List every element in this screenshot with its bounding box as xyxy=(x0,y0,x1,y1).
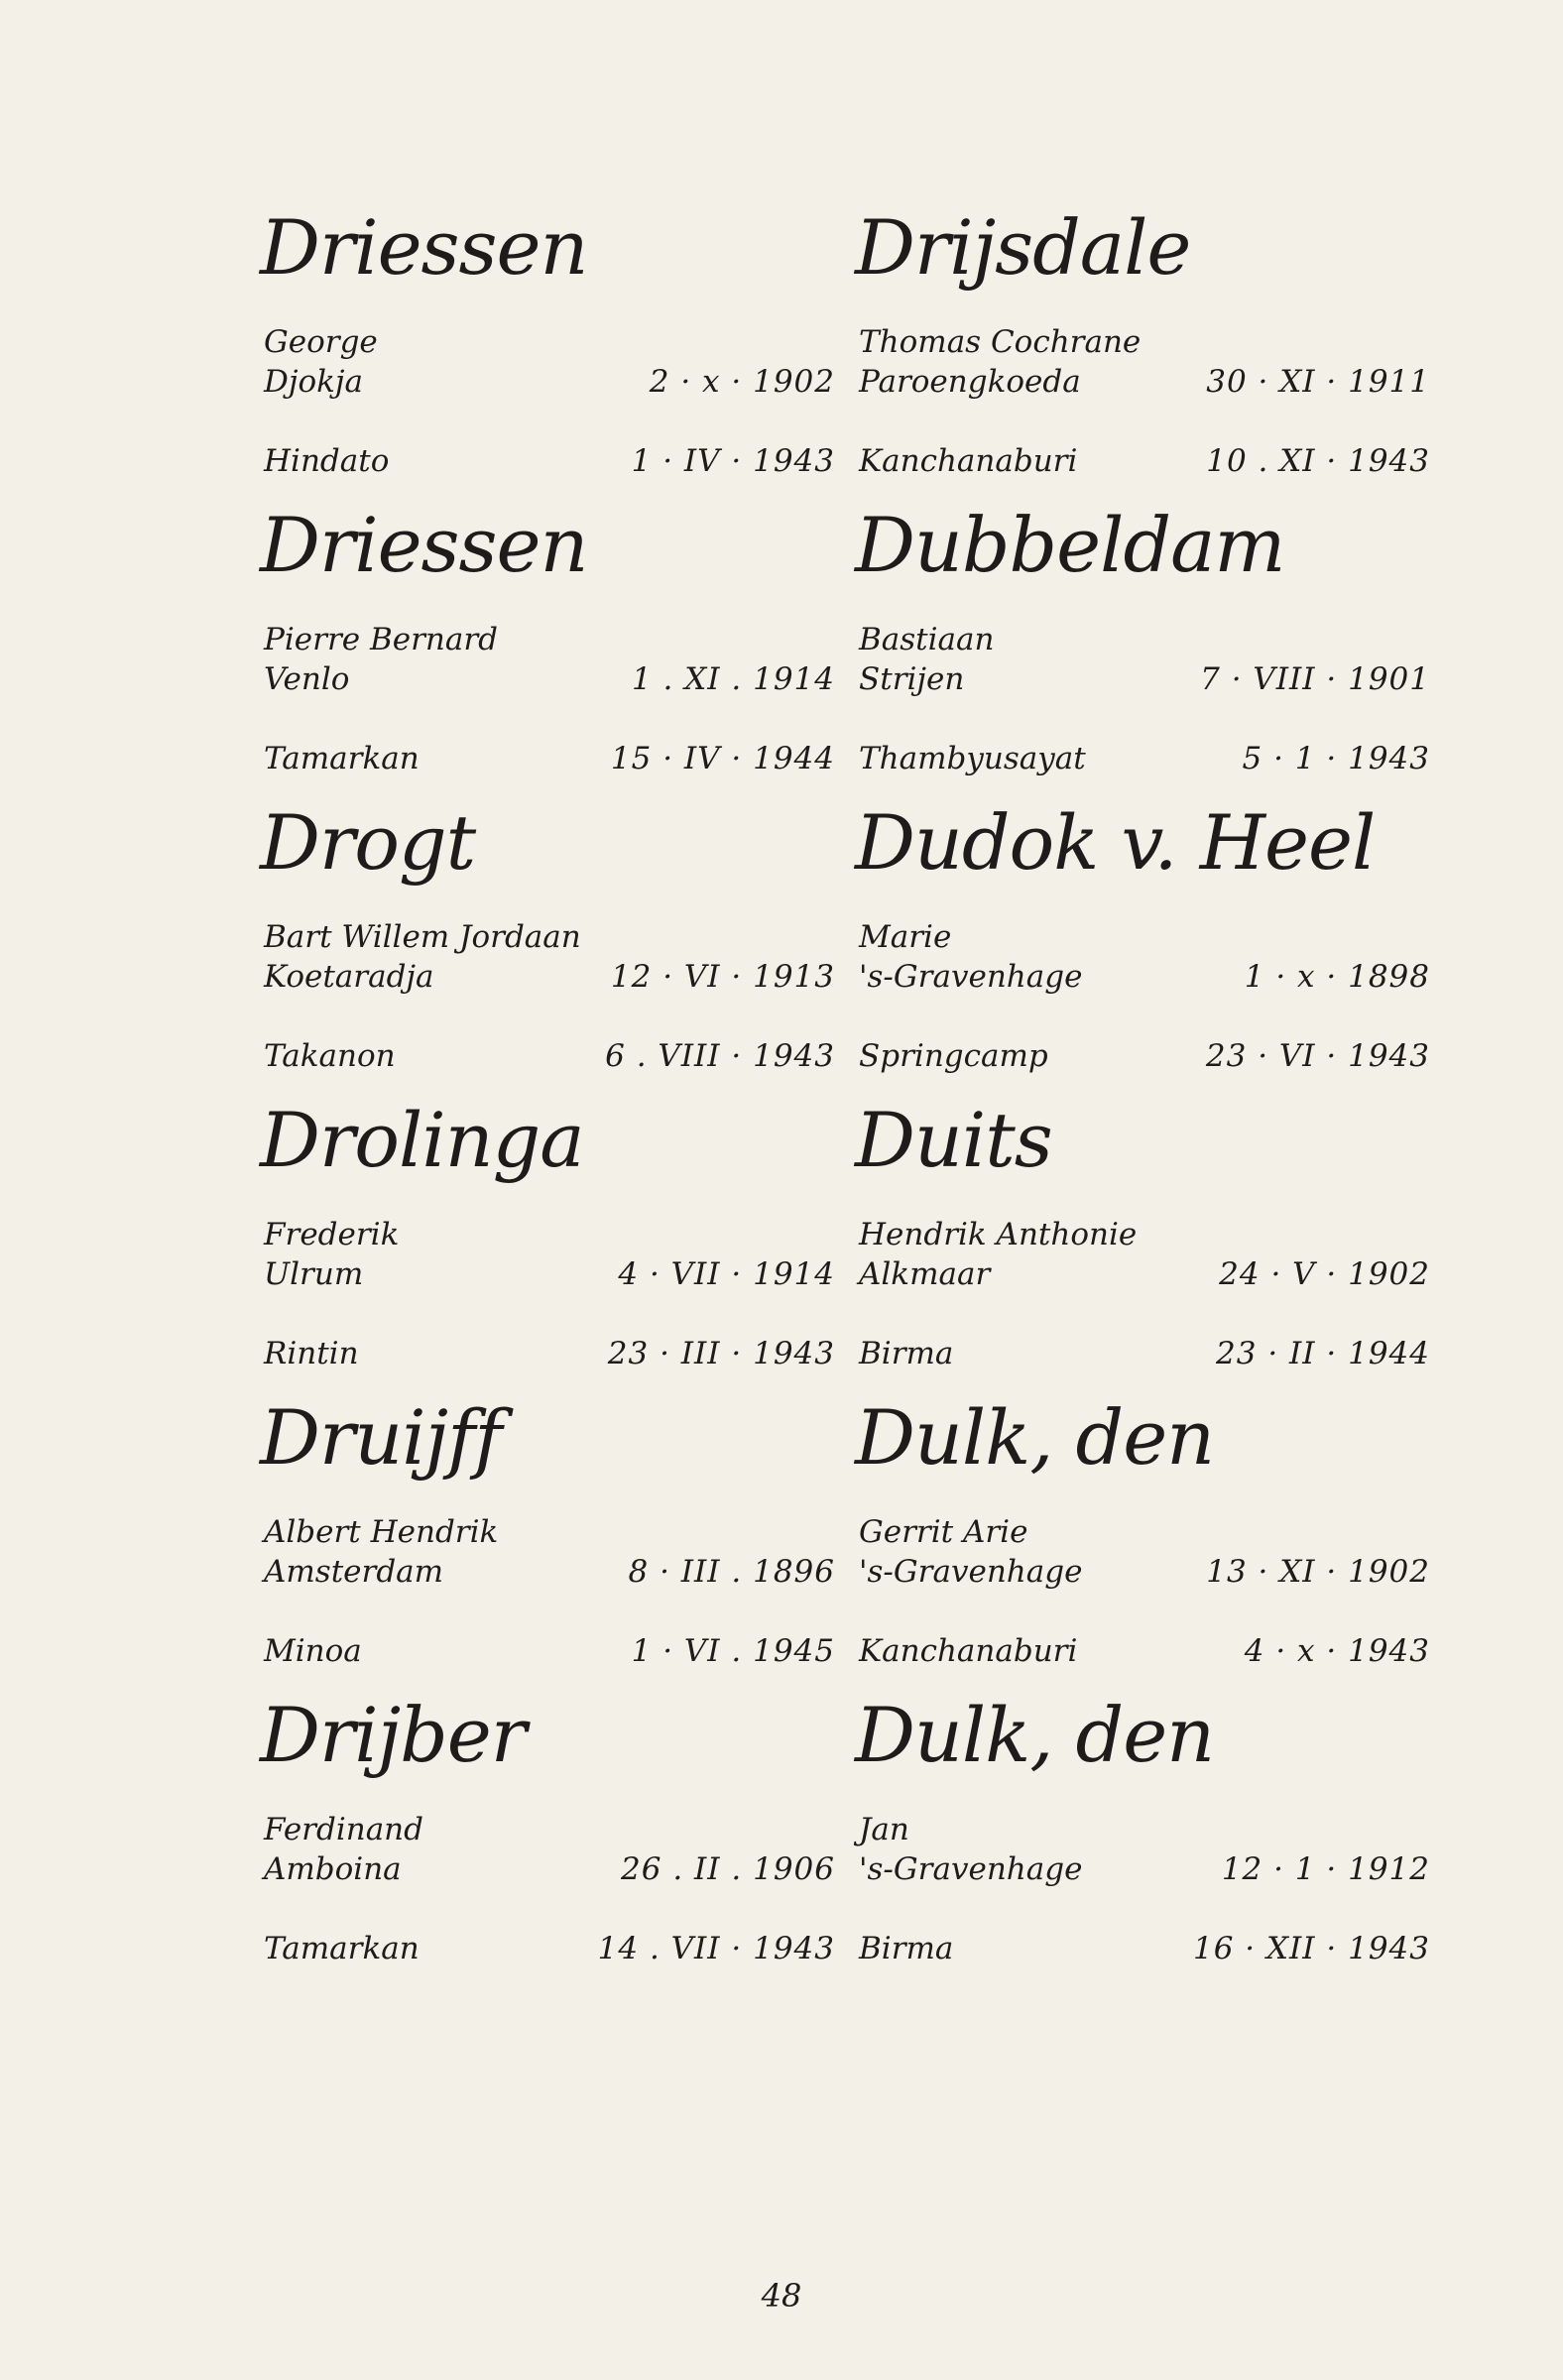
death-date: 16 · XII · 1943 xyxy=(1192,1931,1430,1966)
birth-date: 12 · VI · 1913 xyxy=(610,959,835,995)
given-names: Albert Hendrik xyxy=(264,1514,499,1550)
left-column xyxy=(260,203,835,1988)
surname: Dulk, den xyxy=(855,1393,1215,1482)
surname: Drijsdale xyxy=(855,203,1191,292)
birth-date: 30 · XI · 1911 xyxy=(1206,364,1430,400)
given-names: George xyxy=(264,324,378,360)
death-place: Minoa xyxy=(264,1633,362,1669)
surname: Dulk, den xyxy=(855,1691,1215,1779)
death-date: 23 · II · 1944 xyxy=(1216,1336,1430,1371)
given-names: Jan xyxy=(859,1812,909,1847)
death-date: 4 · x · 1943 xyxy=(1244,1633,1430,1669)
death-place: Tamarkan xyxy=(264,741,420,776)
death-place: Thambyusayat xyxy=(859,741,1086,776)
name-entry xyxy=(855,1691,1430,1988)
given-names: Hendrik Anthonie xyxy=(859,1217,1138,1252)
surname: Drolinga xyxy=(260,1096,584,1184)
death-place: Takanon xyxy=(264,1038,396,1074)
surname: Duits xyxy=(855,1096,1052,1184)
name-entry xyxy=(855,203,1430,501)
birth-place: Ulrum xyxy=(264,1256,364,1292)
surname: Drijber xyxy=(260,1691,527,1779)
surname: Driessen xyxy=(260,501,588,589)
given-names: Frederik xyxy=(264,1217,400,1252)
death-date: 23 · III · 1943 xyxy=(607,1336,835,1371)
name-entry xyxy=(260,501,835,798)
birth-place: Venlo xyxy=(264,661,350,697)
name-entry xyxy=(260,1096,835,1393)
given-names: Gerrit Arie xyxy=(859,1514,1028,1550)
birth-date: 2 · x · 1902 xyxy=(649,364,835,400)
given-names: Marie xyxy=(859,919,952,955)
birth-date: 8 · III . 1896 xyxy=(628,1554,835,1590)
birth-place: Amboina xyxy=(264,1851,402,1887)
death-date: 1 · IV · 1943 xyxy=(631,443,835,479)
name-entry xyxy=(260,798,835,1096)
death-place: Tamarkan xyxy=(264,1931,420,1966)
page-number: 48 xyxy=(761,2277,802,2315)
birth-place: Djokja xyxy=(264,364,364,400)
birth-date: 13 · XI · 1902 xyxy=(1206,1554,1430,1590)
death-date: 1 · VI . 1945 xyxy=(631,1633,835,1669)
death-place: Birma xyxy=(859,1336,954,1371)
name-entry xyxy=(855,501,1430,798)
birth-place: Strijen xyxy=(859,661,965,697)
given-names: Thomas Cochrane xyxy=(859,324,1142,360)
given-names: Bastiaan xyxy=(859,622,995,657)
birth-place: Paroengkoeda xyxy=(859,364,1081,400)
death-place: Springcamp xyxy=(859,1038,1048,1074)
death-date: 15 · IV · 1944 xyxy=(610,741,835,776)
birth-date: 1 · x · 1898 xyxy=(1244,959,1430,995)
birth-date: 4 · VII · 1914 xyxy=(618,1256,835,1292)
surname: Driessen xyxy=(260,203,588,292)
death-place: Kanchanaburi xyxy=(859,443,1078,479)
name-entry xyxy=(855,798,1430,1096)
surname: Dudok v. Heel xyxy=(855,798,1376,887)
death-place: Birma xyxy=(859,1931,954,1966)
death-date: 23 · VI · 1943 xyxy=(1205,1038,1430,1074)
given-names: Pierre Bernard xyxy=(264,622,499,657)
death-place: Kanchanaburi xyxy=(859,1633,1078,1669)
death-date: 14 . VII · 1943 xyxy=(597,1931,835,1966)
birth-date: 12 · 1 · 1912 xyxy=(1221,1851,1430,1887)
name-entry xyxy=(260,1393,835,1691)
right-column xyxy=(855,203,1430,1988)
name-entry xyxy=(855,1096,1430,1393)
birth-date: 26 . II . 1906 xyxy=(621,1851,835,1887)
birth-place: Koetaradja xyxy=(264,959,434,995)
name-entry xyxy=(260,203,835,501)
birth-place: Amsterdam xyxy=(264,1554,444,1590)
name-entry xyxy=(855,1393,1430,1691)
birth-place: 's-Gravenhage xyxy=(859,959,1083,995)
death-date: 5 · 1 · 1943 xyxy=(1242,741,1430,776)
birth-place: 's-Gravenhage xyxy=(859,1851,1083,1887)
birth-date: 7 · VIII · 1901 xyxy=(1200,661,1430,697)
birth-date: 24 · V · 1902 xyxy=(1219,1256,1430,1292)
surname: Dubbeldam xyxy=(855,501,1285,589)
given-names: Bart Willem Jordaan xyxy=(264,919,581,955)
given-names: Ferdinand xyxy=(264,1812,423,1847)
surname: Drogt xyxy=(260,798,476,887)
death-date: 6 . VIII · 1943 xyxy=(605,1038,835,1074)
birth-place: 's-Gravenhage xyxy=(859,1554,1083,1590)
birth-place: Alkmaar xyxy=(859,1256,991,1292)
birth-date: 1 . XI . 1914 xyxy=(631,661,835,697)
death-place: Rintin xyxy=(264,1336,359,1371)
death-place: Hindato xyxy=(264,443,390,479)
death-date: 10 . XI · 1943 xyxy=(1206,443,1430,479)
surname: Druijff xyxy=(260,1393,502,1482)
name-entry xyxy=(260,1691,835,1988)
